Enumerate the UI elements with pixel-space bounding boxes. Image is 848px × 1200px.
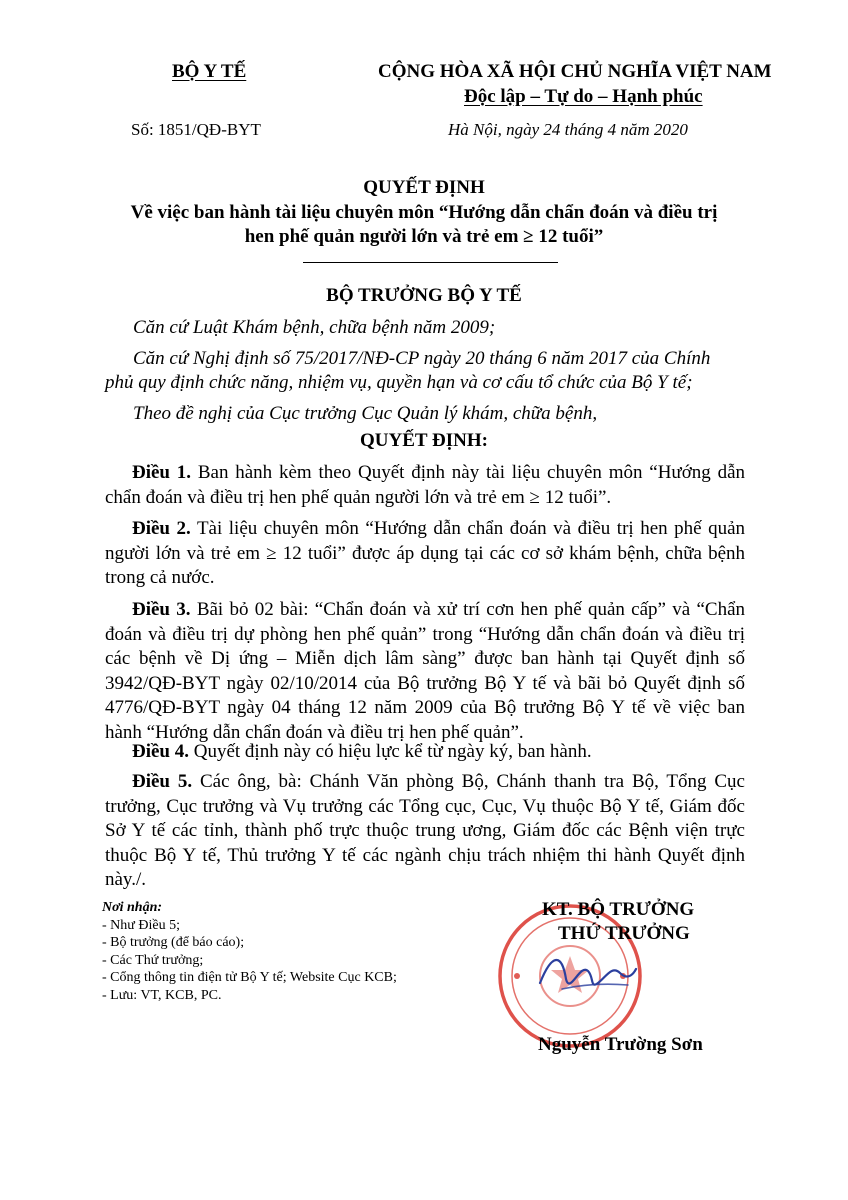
legal-basis-3: Theo đề nghị của Cục trưởng Cục Quản lý khám, chữa bệnh, bbox=[133, 403, 598, 424]
issuing-agency: BỘ Y TẾ bbox=[172, 61, 247, 82]
signature-title-line-1: KT. BỘ TRƯỞNG bbox=[542, 899, 695, 920]
article-label: Điều 3. bbox=[132, 599, 191, 620]
signature-title-line-2: THỨ TRƯỞNG bbox=[558, 923, 690, 944]
authority-title: BỘ TRƯỞNG BỘ Y TẾ bbox=[326, 285, 522, 306]
article-2 bbox=[105, 517, 745, 591]
article-text: Bãi bỏ 02 bài: “Chẩn đoán và xử trí cơn hen phế quản cấp” và “Chẩn đoán và điều trị dự phòng hen phế quản” trong “Hướng dẫn chẩn đoán và điều trị các bệnh về Dị ứng – Miễn dịch lâm sàng” được ban hành tại Quyết định số 3942/QĐ-BYT ngày 02/10/2014 của Bộ trưởng Bộ Y tế và bãi bỏ Quyết định số 4776/QĐ-BYT ngày 04 tháng 12 năm 2009 của Bộ trưởng Bộ Y tế về việc ban hành “Hướng dẫn chẩn đoán và điều trị hen phế quản”. bbox=[105, 599, 746, 743]
article-1 bbox=[105, 461, 745, 510]
article-text: Các ông, bà: Chánh Văn phòng Bộ, Chánh thanh tra Bộ, Tổng Cục trưởng, Cục trưởng và Vụ trưởng các Tổng cục, Cục, Vụ thuộc Bộ Y tế, Giám đốc Sở Y tế các tỉnh, thành phố trực thuộc trung ương, Giám đốc các Bệnh viện trực thuộc Bộ Y tế, Thủ trưởng Y tế các ngành chịu trách nhiệm thi hành Quyết định này./. bbox=[105, 771, 745, 891]
recipients-block bbox=[102, 899, 397, 1005]
article-label: Điều 5. bbox=[132, 771, 193, 792]
title-divider bbox=[303, 262, 558, 263]
decision-heading: QUYẾT ĐỊNH bbox=[363, 177, 485, 198]
legal-basis-1: Căn cứ Luật Khám bệnh, chữa bệnh năm 2009; bbox=[133, 317, 496, 338]
signer-name: Nguyễn Trường Sơn bbox=[538, 1034, 703, 1055]
handwritten-signature-icon bbox=[532, 943, 642, 1003]
article-3 bbox=[105, 598, 745, 746]
recipient-item: - Lưu: VT, KCB, PC. bbox=[102, 987, 222, 1003]
place-and-date: Hà Nội, ngày 24 tháng 4 năm 2020 bbox=[448, 120, 688, 139]
recipient-item: - Như Điều 5; bbox=[102, 917, 180, 933]
article-5 bbox=[105, 770, 745, 893]
decides-heading: QUYẾT ĐỊNH: bbox=[360, 430, 488, 451]
article-label: Điều 4. bbox=[132, 741, 189, 762]
article-label: Điều 2. bbox=[132, 518, 191, 539]
recipients-title: Nơi nhận: bbox=[102, 900, 163, 915]
article-text: Ban hành kèm theo Quyết định này tài liệu chuyên môn “Hướng dẫn chẩn đoán và điều trị hen phế quản người lớn và trẻ em ≥ 12 tuổi”. bbox=[105, 462, 746, 508]
legal-basis-2-line-2: phủ quy định chức năng, nhiệm vụ, quyền hạn và cơ cấu tổ chức của Bộ Y tế; bbox=[105, 372, 693, 393]
article-label: Điều 1. bbox=[132, 462, 192, 483]
recipient-item: - Cổng thông tin điện tử Bộ Y tế; Website Cục KCB; bbox=[102, 970, 397, 986]
legal-basis-2-line-1: Căn cứ Nghị định số 75/2017/NĐ-CP ngày 20 tháng 6 năm 2017 của Chính bbox=[133, 348, 711, 369]
national-title: CỘNG HÒA XÃ HỘI CHỦ NGHĨA VIỆT NAM bbox=[378, 61, 772, 82]
article-4 bbox=[105, 740, 745, 765]
national-motto: Độc lập – Tự do – Hạnh phúc bbox=[464, 86, 703, 107]
decision-subject-line-1: Về việc ban hành tài liệu chuyên môn “Hướng dẫn chẩn đoán và điều trị bbox=[130, 202, 718, 223]
document-number: Số: 1851/QĐ-BYT bbox=[131, 120, 261, 139]
article-text: Quyết định này có hiệu lực kể từ ngày ký, ban hành. bbox=[193, 741, 592, 762]
article-text: Tài liệu chuyên môn “Hướng dẫn chẩn đoán và điều trị hen phế quản người lớn và trẻ em ≥ 12 tuổi” được áp dụng tại các cơ sở khám bệnh, chữa bệnh trong cả nước. bbox=[105, 518, 746, 589]
recipient-item: - Các Thứ trưởng; bbox=[102, 952, 204, 968]
recipient-item: - Bộ trưởng (để báo cáo); bbox=[102, 935, 245, 951]
decision-subject-line-2: hen phế quản người lớn và trẻ em ≥ 12 tuổi” bbox=[244, 226, 604, 247]
